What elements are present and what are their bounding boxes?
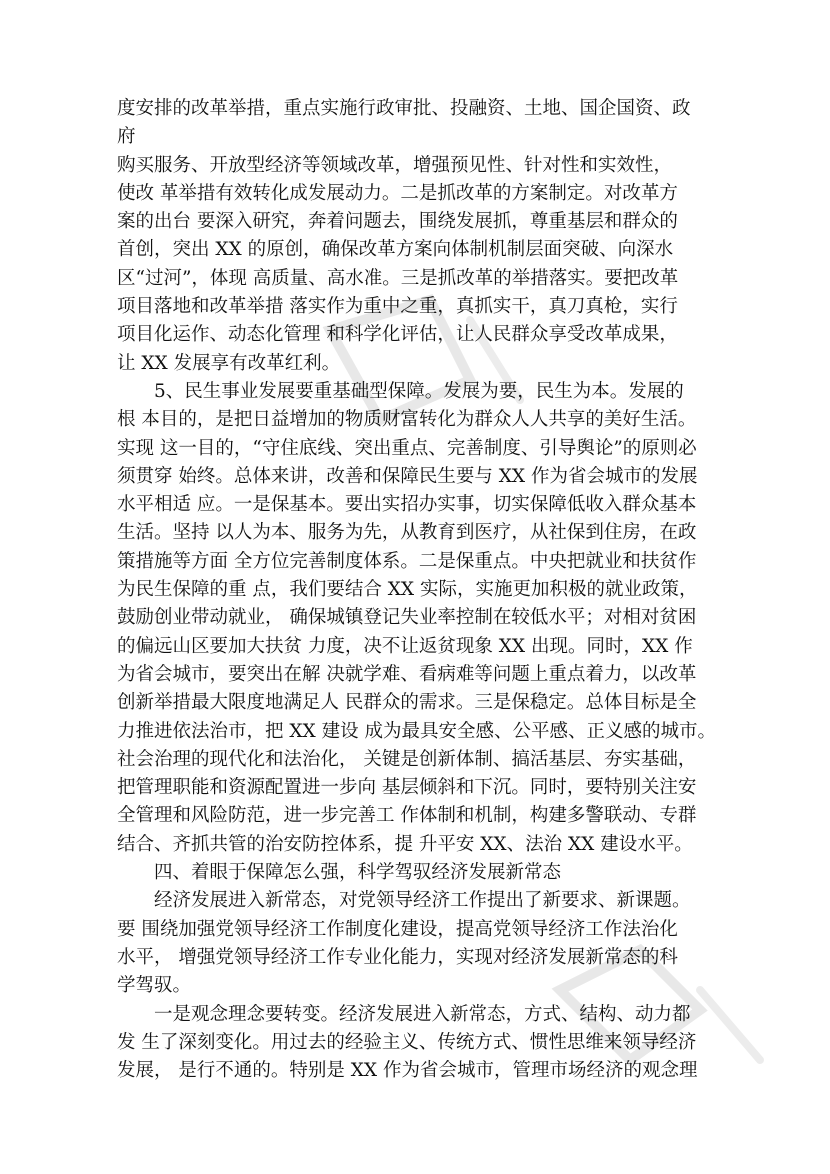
text-line: 力推进依法治市，把 XX 建设 成为最具安全感、公平感、正义感的城市。 <box>117 720 716 742</box>
paragraph-start-line: 一是观念理念要转变。经济发展进入新常态，方式、结构、动力都 <box>154 1003 691 1025</box>
text-line: 区“过河”，体现 高质量、高水准。三是抓改革的举措落实。要把改革 <box>117 267 679 289</box>
text-line: 项目落地和改革举措 落实作为重中之重，真抓实干，真刀真枪，实行 <box>117 296 678 318</box>
text-line: 水平， 增强党领导经济工作专业化能力，实现对经济发展新常态的科 <box>117 946 678 968</box>
text-line: 创新举措最大限度地满足人 民群众的需求。三是保稳定。总体目标是全 <box>117 692 697 714</box>
text-line: 根 本目的，是把日益增加的物质财富转化为群众人人共享的美好生活。 <box>117 409 697 431</box>
text-line: 为民生保障的重 点，我们要结合 XX 实际，实施更加积极的就业政策， <box>117 579 698 601</box>
text-line: 鼓励创业带动就业， 确保城镇登记失业率控制在较低水平；对相对贫困 <box>117 607 697 629</box>
text-line: 为省会城市，要突出在解 决就学难、看病难等问题上重点着力，以改革 <box>117 663 697 685</box>
text-line: 发展， 是行不通的。特别是 XX 作为省会城市，管理市场经济的观念理 <box>117 1060 698 1082</box>
text-line: 策措施等方面 全方位完善制度体系。二是保重点。中央把就业和扶贫作 <box>117 550 697 572</box>
text-line: 把管理职能和资源配置进一步向 基层倾斜和下沉。同时，要特别关注安 <box>117 777 697 799</box>
document-body <box>117 95 747 1085</box>
text-line: 结合、齐抓共管的治安防控体系，提 升平安 XX、法治 XX 建设水平。 <box>117 833 693 855</box>
text-line: 须贯穿 始终。总体来讲，改善和保障民生要与 XX 作为省会城市的发展 <box>117 465 698 487</box>
text-line: 的偏远山区要加大扶贫 力度，决不让返贫现象 XX 出现。同时，XX 作 <box>117 635 693 657</box>
text-line: 实现 这一目的，“守住底线、突出重点、完善制度、引导舆论”的原则必 <box>117 437 697 459</box>
text-line: 水平相适 应。一是保基本。要出实招办实事，切实保障低收入群众基本 <box>117 494 697 516</box>
text-line: 社会治理的现代化和法治化， 关键是创新体制、搞活基层、夯实基础， <box>117 748 697 770</box>
paragraph-start-line: 5、民生事业发展要重基础型保障。发展为要，民生为本。发展的 <box>154 380 684 402</box>
text-line: 使改 革举措有效转化成发展动力。二是抓改革的方案制定。对改革方 <box>117 182 678 204</box>
text-line: 首创，突出 XX 的原创，确保改革方案向体制机制层面突破、向深水 <box>117 239 674 261</box>
paragraph-start-line: 经济发展进入新常态，对党领导经济工作提出了新要求、新课题。 <box>154 890 691 912</box>
text-line: 让 XX 发展享有改革红利。 <box>117 352 341 374</box>
text-line: 案的出台 要深入研究，奔着问题去，围绕发展抓，尊重基层和群众的 <box>117 211 678 233</box>
text-line: 项目化运作、动态化管理 和科学化评估，让人民群众享受改革成果， <box>117 324 678 346</box>
text-line: 生活。坚持 以人为本、服务为先，从教育到医疗，从社保到住房，在政 <box>117 522 697 544</box>
text-line: 府 <box>117 126 136 148</box>
text-line: 度安排的改革举措，重点实施行政审批、投融资、土地、国企国资、政 <box>117 98 691 119</box>
text-line: 学驾驭。 <box>117 975 192 997</box>
section-heading: 四、着眼于保障怎么强，科学驾驭经济发展新常态 <box>154 862 562 884</box>
text-line: 要 围绕加强党领导经济工作制度化建设，提高党领导经济工作法治化 <box>117 918 678 940</box>
text-line: 全管理和风险防范，进一步完善工 作体制和机制，构建多警联动、专群 <box>117 805 697 827</box>
text-line: 购买服务、开放型经济等领域改革，增强预见性、针对性和实效性， <box>117 154 673 176</box>
text-line: 发 生了深刻变化。用过去的经验主义、传统方式、惯性思维来领导经济 <box>117 1031 697 1053</box>
